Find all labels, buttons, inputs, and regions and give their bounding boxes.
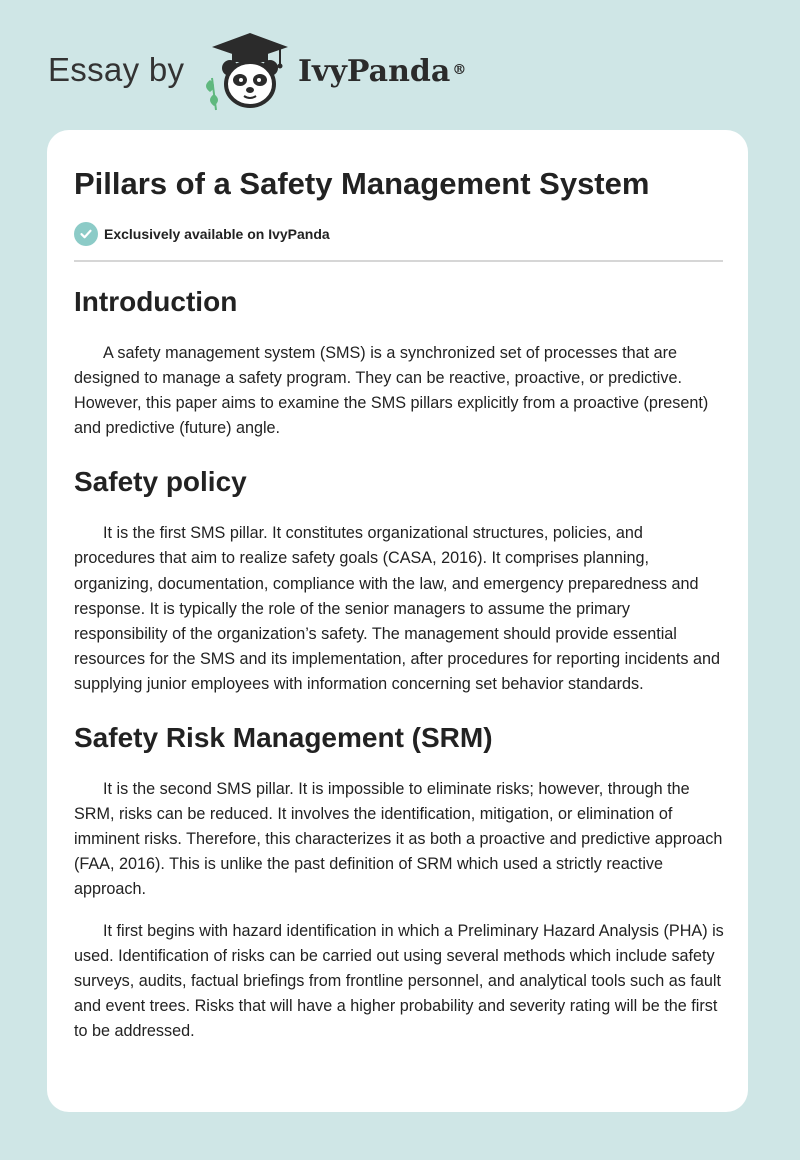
paragraph: It first begins with hazard identification in which a Preliminary Hazard Analysis (PHA) is used. Identification of risks can be carried out using several methods which include safety surveys, audits, factual briefings from frontline personnel, and analytical tools such as fault and event trees. Risks that will have a higher probability and severity rating will be the first to be addressed.: [74, 921, 724, 1040]
check-circle-icon: [74, 222, 98, 246]
page-title: Pillars of a Safety Management System: [74, 166, 650, 201]
article-card: [47, 130, 748, 1112]
paragraph: It is the second SMS pillar. It is impossible to eliminate risks; however, through the SRM, risks can be reduced. It involves the identification, mitigation, or elimination of imminent risks. Therefore, this characterizes it as both a proactive and predictive approach (FAA, 2016). This is unlike the past definition of SRM which used a strictly reactive approach.: [74, 780, 723, 899]
exclusive-badge: [74, 221, 724, 247]
brand-text: IvyPanda: [298, 54, 451, 89]
essay-by-label: Essay by: [48, 51, 185, 88]
article-content: [74, 130, 724, 1044]
paragraph: A safety management system (SMS) is a synchronized set of processes that are designed to manage a safety program. They can be reactive, proactive, or predictive. However, this paper aims to examine the SMS pillars explicitly from a proactive (present) and predictive (future) angle.: [74, 344, 709, 438]
registered-mark: ®: [452, 62, 467, 78]
brand-name[interactable]: [298, 54, 466, 90]
section-heading-introduction: Introduction: [74, 286, 238, 317]
site-header: [48, 30, 508, 114]
paragraph: It is the first SMS pillar. It constitutes organizational structures, policies, and procedures that aim to realize safety goals (CASA, 2016). It comprises planning, organizing, documentation, compliance with the law, and emergency preparedness and response. It is typically the role of the senior managers to assume the primary responsibility of the organization’s safety. The management should provide essential resources for the SMS and its implementation, after procedures for reporting incidents and supplying junior employees with information concerning set behavior standards.: [74, 524, 721, 693]
section-heading-srm: Safety Risk Management (SRM): [74, 722, 493, 754]
badge-label: Exclusively available on IvyPanda: [104, 226, 330, 242]
section-heading-safety-policy: Safety policy: [74, 466, 247, 498]
panda-graduate-logo-icon[interactable]: [200, 30, 296, 114]
title-divider: [74, 260, 723, 262]
